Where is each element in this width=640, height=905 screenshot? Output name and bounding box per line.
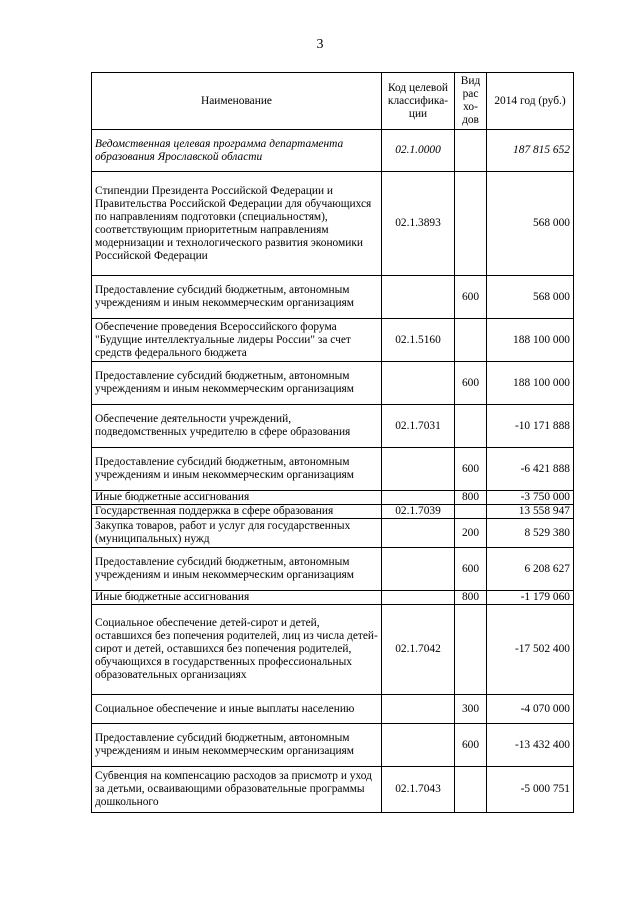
row-amount: -10 171 888 xyxy=(487,405,574,448)
row-type: 200 xyxy=(455,519,487,548)
row-code xyxy=(382,724,455,767)
row-code: 02.1.0000 xyxy=(382,130,455,172)
table-row xyxy=(92,405,574,448)
row-name: Предоставление субсидий бюджетным, автономным учреждениям и иным некоммерческим организациям xyxy=(92,548,382,591)
row-name: Государственная поддержка в сфере образования xyxy=(92,505,382,519)
row-type xyxy=(455,172,487,276)
row-name: Стипендии Президента Российской Федерации и Правительства Российской Федерации для обучающихся по направлениям подготовки (специальностям), соответствующим приоритетным направлениям модернизации и технологического развития экономики Российской Федерации xyxy=(92,172,382,276)
header-amount: 2014 год (руб.) xyxy=(487,73,574,130)
row-amount: -6 421 888 xyxy=(487,448,574,491)
header-code: Код целевой классифика-ции xyxy=(382,73,455,130)
table-row xyxy=(92,724,574,767)
row-code xyxy=(382,695,455,724)
header-name: Наименование xyxy=(92,73,382,130)
budget-table xyxy=(91,72,574,813)
table-row xyxy=(92,767,574,813)
row-type: 600 xyxy=(455,362,487,405)
row-amount: 188 100 000 xyxy=(487,362,574,405)
row-amount: 6 208 627 xyxy=(487,548,574,591)
row-type xyxy=(455,505,487,519)
row-code xyxy=(382,491,455,505)
row-code xyxy=(382,591,455,605)
row-amount: -4 070 000 xyxy=(487,695,574,724)
row-code xyxy=(382,276,455,319)
row-name: Иные бюджетные ассигнования xyxy=(92,491,382,505)
row-name: Предоставление субсидий бюджетным, автономным учреждениям и иным некоммерческим организациям xyxy=(92,448,382,491)
row-type xyxy=(455,319,487,362)
table-row xyxy=(92,591,574,605)
table-row xyxy=(92,491,574,505)
table-row xyxy=(92,519,574,548)
row-type xyxy=(455,605,487,695)
row-amount: 187 815 652 xyxy=(487,130,574,172)
row-name: Субвенция на компенсацию расходов за присмотр и уход за детьми, осваивающими образовательные программы дошкольного xyxy=(92,767,382,813)
row-type: 800 xyxy=(455,491,487,505)
row-code xyxy=(382,448,455,491)
table-row xyxy=(92,505,574,519)
row-amount: 188 100 000 xyxy=(487,319,574,362)
row-amount: 8 529 380 xyxy=(487,519,574,548)
table-row xyxy=(92,276,574,319)
row-type xyxy=(455,767,487,813)
row-code xyxy=(382,548,455,591)
row-name: Ведомственная целевая программа департамента образования Ярославской области xyxy=(92,130,382,172)
row-name: Закупка товаров, работ и услуг для государственных (муниципальных) нужд xyxy=(92,519,382,548)
row-type: 600 xyxy=(455,276,487,319)
row-code: 02.1.7043 xyxy=(382,767,455,813)
row-name: Предоставление субсидий бюджетным, автономным учреждениям и иным некоммерческим организациям xyxy=(92,724,382,767)
row-code xyxy=(382,519,455,548)
table-row xyxy=(92,548,574,591)
row-name: Социальное обеспечение детей-сирот и детей, оставшихся без попечения родителей, лиц из числа детей-сирот и детей, оставшихся без попечения родителей, обучающихся в государственных профессиональных образовательных организациях xyxy=(92,605,382,695)
row-type xyxy=(455,405,487,448)
row-name: Иные бюджетные ассигнования xyxy=(92,591,382,605)
page-number: 3 xyxy=(316,37,324,52)
table-row xyxy=(92,319,574,362)
row-code: 02.1.7031 xyxy=(382,405,455,448)
row-type: 600 xyxy=(455,448,487,491)
row-name: Обеспечение проведения Всероссийского форума "Будущие интеллектуальные лидеры России" за счет средств федерального бюджета xyxy=(92,319,382,362)
row-code: 02.1.3893 xyxy=(382,172,455,276)
table-row xyxy=(92,695,574,724)
row-amount: -13 432 400 xyxy=(487,724,574,767)
row-name: Предоставление субсидий бюджетным, автономным учреждениям и иным некоммерческим организациям xyxy=(92,276,382,319)
row-code xyxy=(382,362,455,405)
header-type: Вид рас хо-дов xyxy=(455,73,487,130)
row-code: 02.1.7039 xyxy=(382,505,455,519)
table-header-row xyxy=(92,73,574,130)
table-row xyxy=(92,130,574,172)
row-name: Предоставление субсидий бюджетным, автономным учреждениям и иным некоммерческим организациям xyxy=(92,362,382,405)
table-row xyxy=(92,448,574,491)
row-type: 800 xyxy=(455,591,487,605)
row-code: 02.1.5160 xyxy=(382,319,455,362)
row-name: Социальное обеспечение и иные выплаты населению xyxy=(92,695,382,724)
row-amount: -5 000 751 xyxy=(487,767,574,813)
table-row xyxy=(92,362,574,405)
row-type xyxy=(455,130,487,172)
row-type: 600 xyxy=(455,548,487,591)
row-amount: 568 000 xyxy=(487,172,574,276)
row-name: Обеспечение деятельности учреждений, подведомственных учредителю в сфере образования xyxy=(92,405,382,448)
row-type: 300 xyxy=(455,695,487,724)
row-amount: -1 179 060 xyxy=(487,591,574,605)
row-type: 600 xyxy=(455,724,487,767)
row-amount: 13 558 947 xyxy=(487,505,574,519)
table-body xyxy=(92,130,574,813)
table-row xyxy=(92,605,574,695)
row-amount: -17 502 400 xyxy=(487,605,574,695)
table-row xyxy=(92,172,574,276)
row-code: 02.1.7042 xyxy=(382,605,455,695)
row-amount: 568 000 xyxy=(487,276,574,319)
row-amount: -3 750 000 xyxy=(487,491,574,505)
